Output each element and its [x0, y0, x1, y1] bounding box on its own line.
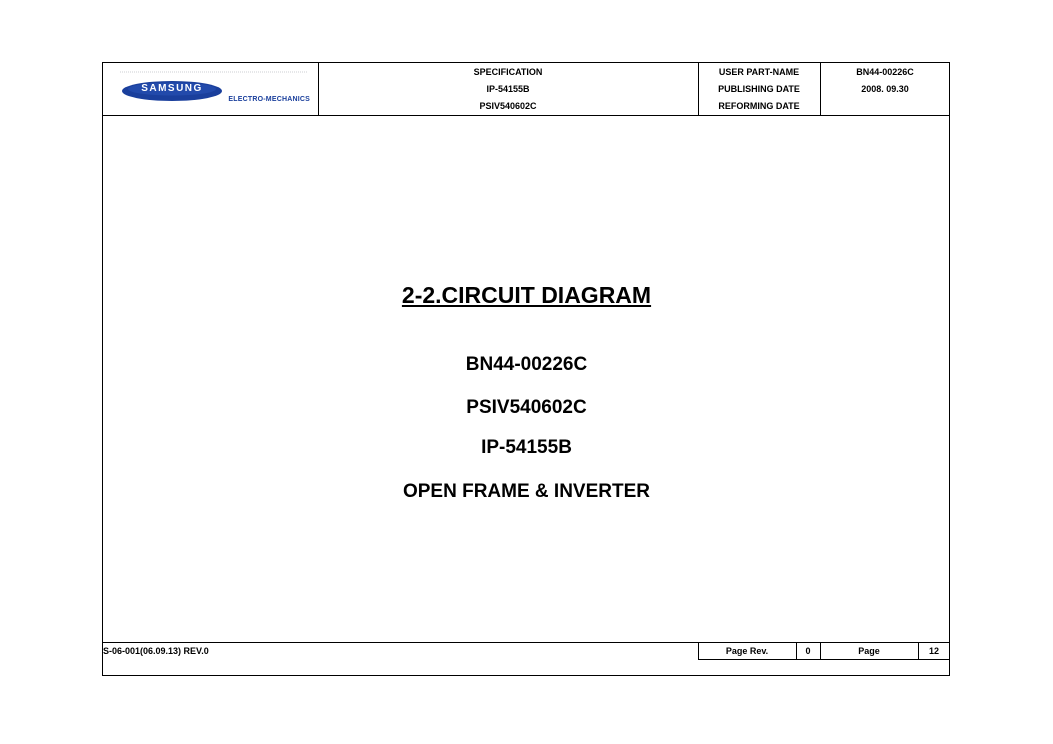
logo-brand-text: SAMSUNG — [141, 83, 203, 94]
form-code: S-06-001(06.09.13) REV.0 — [103, 646, 209, 656]
page-title: 2-2.CIRCUIT DIAGRAM — [401, 282, 652, 308]
model-line-3: IP-54155B — [481, 437, 572, 458]
model-line-1: BN44-00226C — [465, 354, 588, 375]
header-bottom-rule — [102, 115, 950, 116]
page-label: Page — [858, 646, 880, 656]
logo-sub-text: ELECTRO-MECHANICS — [228, 96, 310, 103]
publishing-date-label: PUBLISHING DATE — [718, 84, 800, 94]
spec-model-1: IP-54155B — [486, 84, 530, 94]
page-number: 12 — [928, 646, 939, 656]
page-rev-label: Page Rev. — [725, 646, 769, 656]
user-part-name-label: USER PART-NAME — [718, 67, 800, 77]
footer-top-rule — [102, 642, 950, 643]
page-rev-value: 0 — [805, 646, 811, 656]
reforming-date-label: REFORMING DATE — [718, 101, 800, 111]
user-part-name-value: BN44-00226C — [856, 67, 914, 77]
spec-model-2: PSIV540602C — [479, 101, 537, 111]
publishing-date-value: 2008. 09.30 — [861, 84, 909, 94]
model-line-2: PSIV540602C — [466, 397, 587, 418]
spec-label: SPECIFICATION — [473, 67, 543, 77]
footer-cell-bottom-rule — [698, 659, 950, 660]
description-line: OPEN FRAME & INVERTER — [402, 481, 651, 502]
samsung-logo — [118, 68, 310, 110]
